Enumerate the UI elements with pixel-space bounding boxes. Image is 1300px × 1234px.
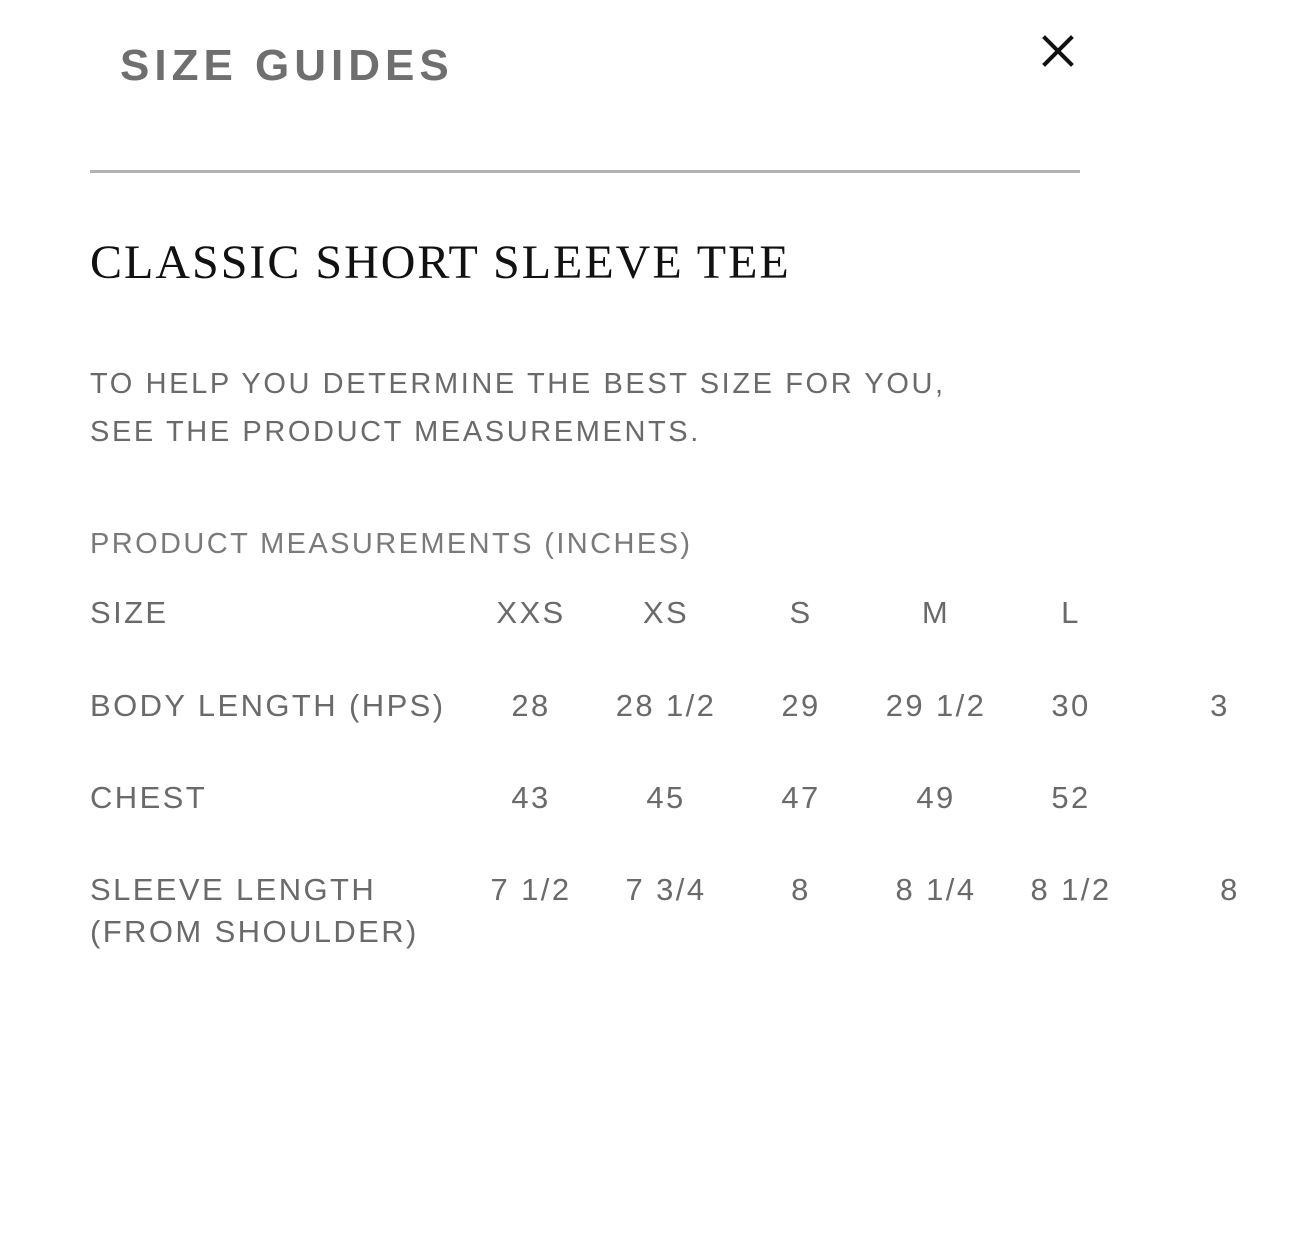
product-title: CLASSIC SHORT SLEEVE TEE [90,236,791,289]
size-header-xxs: XXS [496,595,566,630]
size-header-label: SIZE [90,595,169,630]
intro-text [90,360,990,456]
close-icon [1036,30,1080,74]
measurements-heading: PRODUCT MEASUREMENTS (INCHES) [90,528,693,560]
row-label-body-length: BODY LENGTH (HPS) [90,688,446,723]
intro-line-1: TO HELP YOU DETERMINE THE BEST SIZE FOR YOU, [90,368,946,400]
table-cell: 29 1/2 [885,688,987,723]
table-cell: 49 [916,780,956,815]
table-cell: 47 [781,780,821,815]
modal-title: SIZE GUIDES [120,41,454,90]
table-cell-clipped: 3 [1210,688,1230,723]
table-cell: 8 1/2 [1030,872,1112,907]
table-cell: 7 3/4 [625,872,707,907]
header-divider [90,170,1080,173]
table-cell: 7 1/2 [490,872,572,907]
table-cell: 52 [1051,780,1091,815]
table-cell: 8 1/4 [895,872,977,907]
table-cell: 28 [511,688,551,723]
size-header-m: M [921,595,951,630]
intro-line-2: SEE THE PRODUCT MEASUREMENTS. [90,416,701,448]
size-header-l: L [1061,595,1081,630]
close-button[interactable] [1036,30,1080,74]
table-cell: 45 [646,780,686,815]
table-cell: 29 [781,688,821,723]
table-cell: 43 [511,780,551,815]
table-cell: 8 [791,872,811,907]
table-cell: 30 [1051,688,1091,723]
size-header-s: S [789,595,813,630]
table-cell: 28 1/2 [615,688,717,723]
row-label-chest: CHEST [90,780,208,815]
row-label-sleeve-length: SLEEVE LENGTH (FROM SHOULDER) [90,872,419,949]
table-cell-clipped: 8 [1220,872,1240,907]
size-header-xs: XS [642,595,690,630]
